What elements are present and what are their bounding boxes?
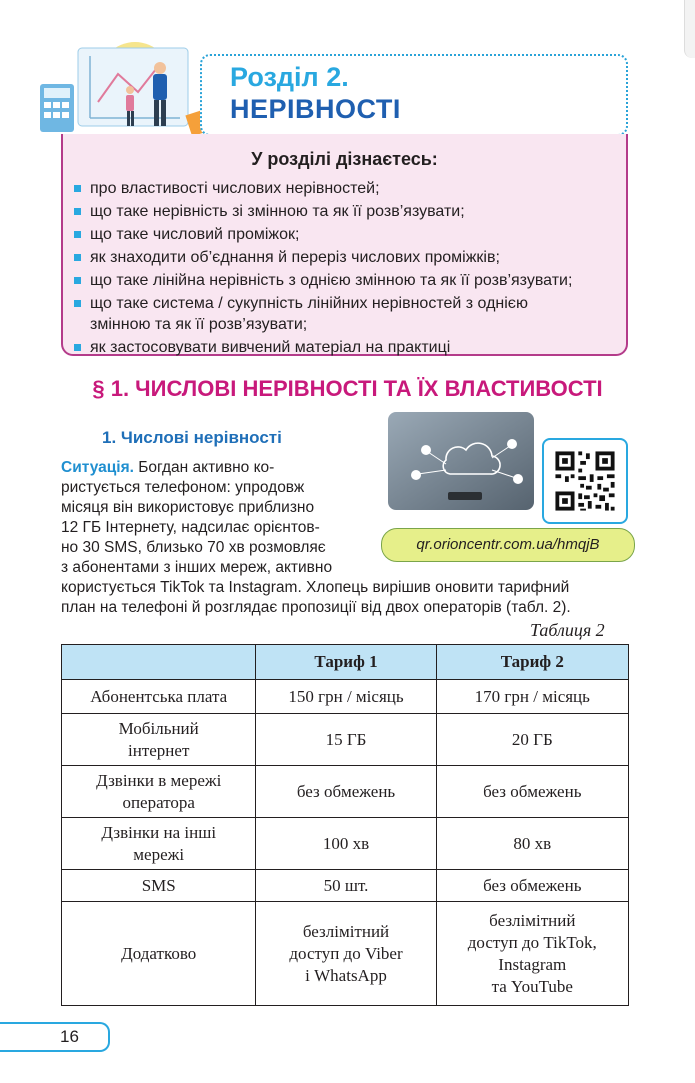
learning-objective-item: як застосовувати вивчений матеріал на практиці xyxy=(72,337,618,358)
table-row xyxy=(62,714,629,766)
table-cell: 20 ГБ xyxy=(436,714,628,766)
learning-objective-item: що таке числовий проміжок; xyxy=(72,224,618,245)
situation-line: план на телефоні й розглядає пропозиції від двох операторів (табл. 2). xyxy=(61,599,571,616)
square-bullet-icon xyxy=(74,277,81,284)
learning-objective-item: що таке лінійна нерівність з однією змінною та як її розв’язувати; xyxy=(72,270,618,291)
learning-objective-item: як знаходити об’єднання й переріз числових проміжків; xyxy=(72,247,618,268)
section-title: § 1. ЧИСЛОВІ НЕРІВНОСТІ ТА ЇХ ВЛАСТИВОСТІ xyxy=(92,376,603,401)
table-row xyxy=(62,766,629,818)
table-row xyxy=(62,680,629,714)
situation-line: користується TikTok та Instagram. Хлопець вирішив оновити тарифний xyxy=(61,579,570,596)
learning-objectives-title: У розділі дізнаєтесь: xyxy=(251,149,438,169)
situation-line: но 30 SMS, близько 70 хв розмовляє xyxy=(61,539,326,556)
learning-objective-item: що таке нерівність зі змінною та як її розв’язувати; xyxy=(72,201,618,222)
table-cell: без обмежень xyxy=(256,766,436,818)
table-header-tariff-1: Тариф 1 xyxy=(256,645,436,680)
square-bullet-icon xyxy=(74,300,81,307)
table-cell: безлімітний доступ до Viber і WhatsApp xyxy=(256,902,436,1006)
cloud-network-photo xyxy=(388,412,534,510)
table-cell: Абонентська плата xyxy=(62,680,256,714)
table-cell: без обмежень xyxy=(436,766,628,818)
table-cell: 15 ГБ xyxy=(256,714,436,766)
table-cell: Додатково xyxy=(62,902,256,1006)
table-cell: Мобільний інтернет xyxy=(62,714,256,766)
table-cell: безлімітний доступ до TikTok, Instagram та YouTube xyxy=(436,902,628,1006)
table-row xyxy=(62,870,629,902)
subsection-title: 1. Числові нерівності xyxy=(102,428,282,447)
situation-line: місяця він використовує приблизно xyxy=(61,499,315,516)
square-bullet-icon xyxy=(74,185,81,192)
page-number-frame xyxy=(0,1022,110,1052)
square-bullet-icon xyxy=(74,208,81,215)
table-cell: Дзвінки на інші мережі xyxy=(62,818,256,870)
situation-line: з абонентами з інших мереж, активно xyxy=(61,559,333,576)
table-cell: 170 грн / місяць xyxy=(436,680,628,714)
resource-link[interactable]: qr.orioncentr.com.ua/hmqjB xyxy=(381,528,635,562)
square-bullet-icon xyxy=(74,344,81,351)
square-bullet-icon xyxy=(74,254,81,261)
table-cell: 80 хв xyxy=(436,818,628,870)
qr-code-icon[interactable] xyxy=(542,438,628,524)
table-header-empty xyxy=(62,645,256,680)
table-header-tariff-2: Тариф 2 xyxy=(436,645,628,680)
table-cell: 150 грн / місяць xyxy=(256,680,436,714)
situation-label: Ситуація. xyxy=(61,459,134,476)
table-cell: 50 шт. xyxy=(256,870,436,902)
situation-line-1: Ситуація. Богдан активно ко- xyxy=(61,459,275,476)
table-cell: без обмежень xyxy=(436,870,628,902)
page-number: 16 xyxy=(60,1027,79,1046)
learning-objectives-list xyxy=(72,178,618,360)
square-bullet-icon xyxy=(74,231,81,238)
table-cell: SMS xyxy=(62,870,256,902)
table-row xyxy=(62,818,629,870)
table-header-row xyxy=(62,645,629,680)
chapter-number: Розділ 2. xyxy=(230,62,349,92)
tariff-table xyxy=(61,644,629,1006)
table-caption: Таблиця 2 xyxy=(530,620,605,640)
learning-objective-item: про властивості числових нерівностей; xyxy=(72,178,618,199)
chapter-title: НЕРІВНОСТІ xyxy=(230,94,401,124)
table-row xyxy=(62,902,629,1006)
table-cell: 100 хв xyxy=(256,818,436,870)
learning-objective-item: що таке система / сукупність лінійних нерівностей з однією змінною та як її розв’язувати; xyxy=(72,293,618,335)
table-cell: Дзвінки в мережі оператора xyxy=(62,766,256,818)
situation-line: 12 ГБ Інтернету, надсилає орієнтов- xyxy=(61,519,320,536)
page-edge-tab xyxy=(684,0,695,58)
teacher-chart-illustration xyxy=(40,40,220,140)
situation-line: ристується телефоном: упродовж xyxy=(61,479,305,496)
